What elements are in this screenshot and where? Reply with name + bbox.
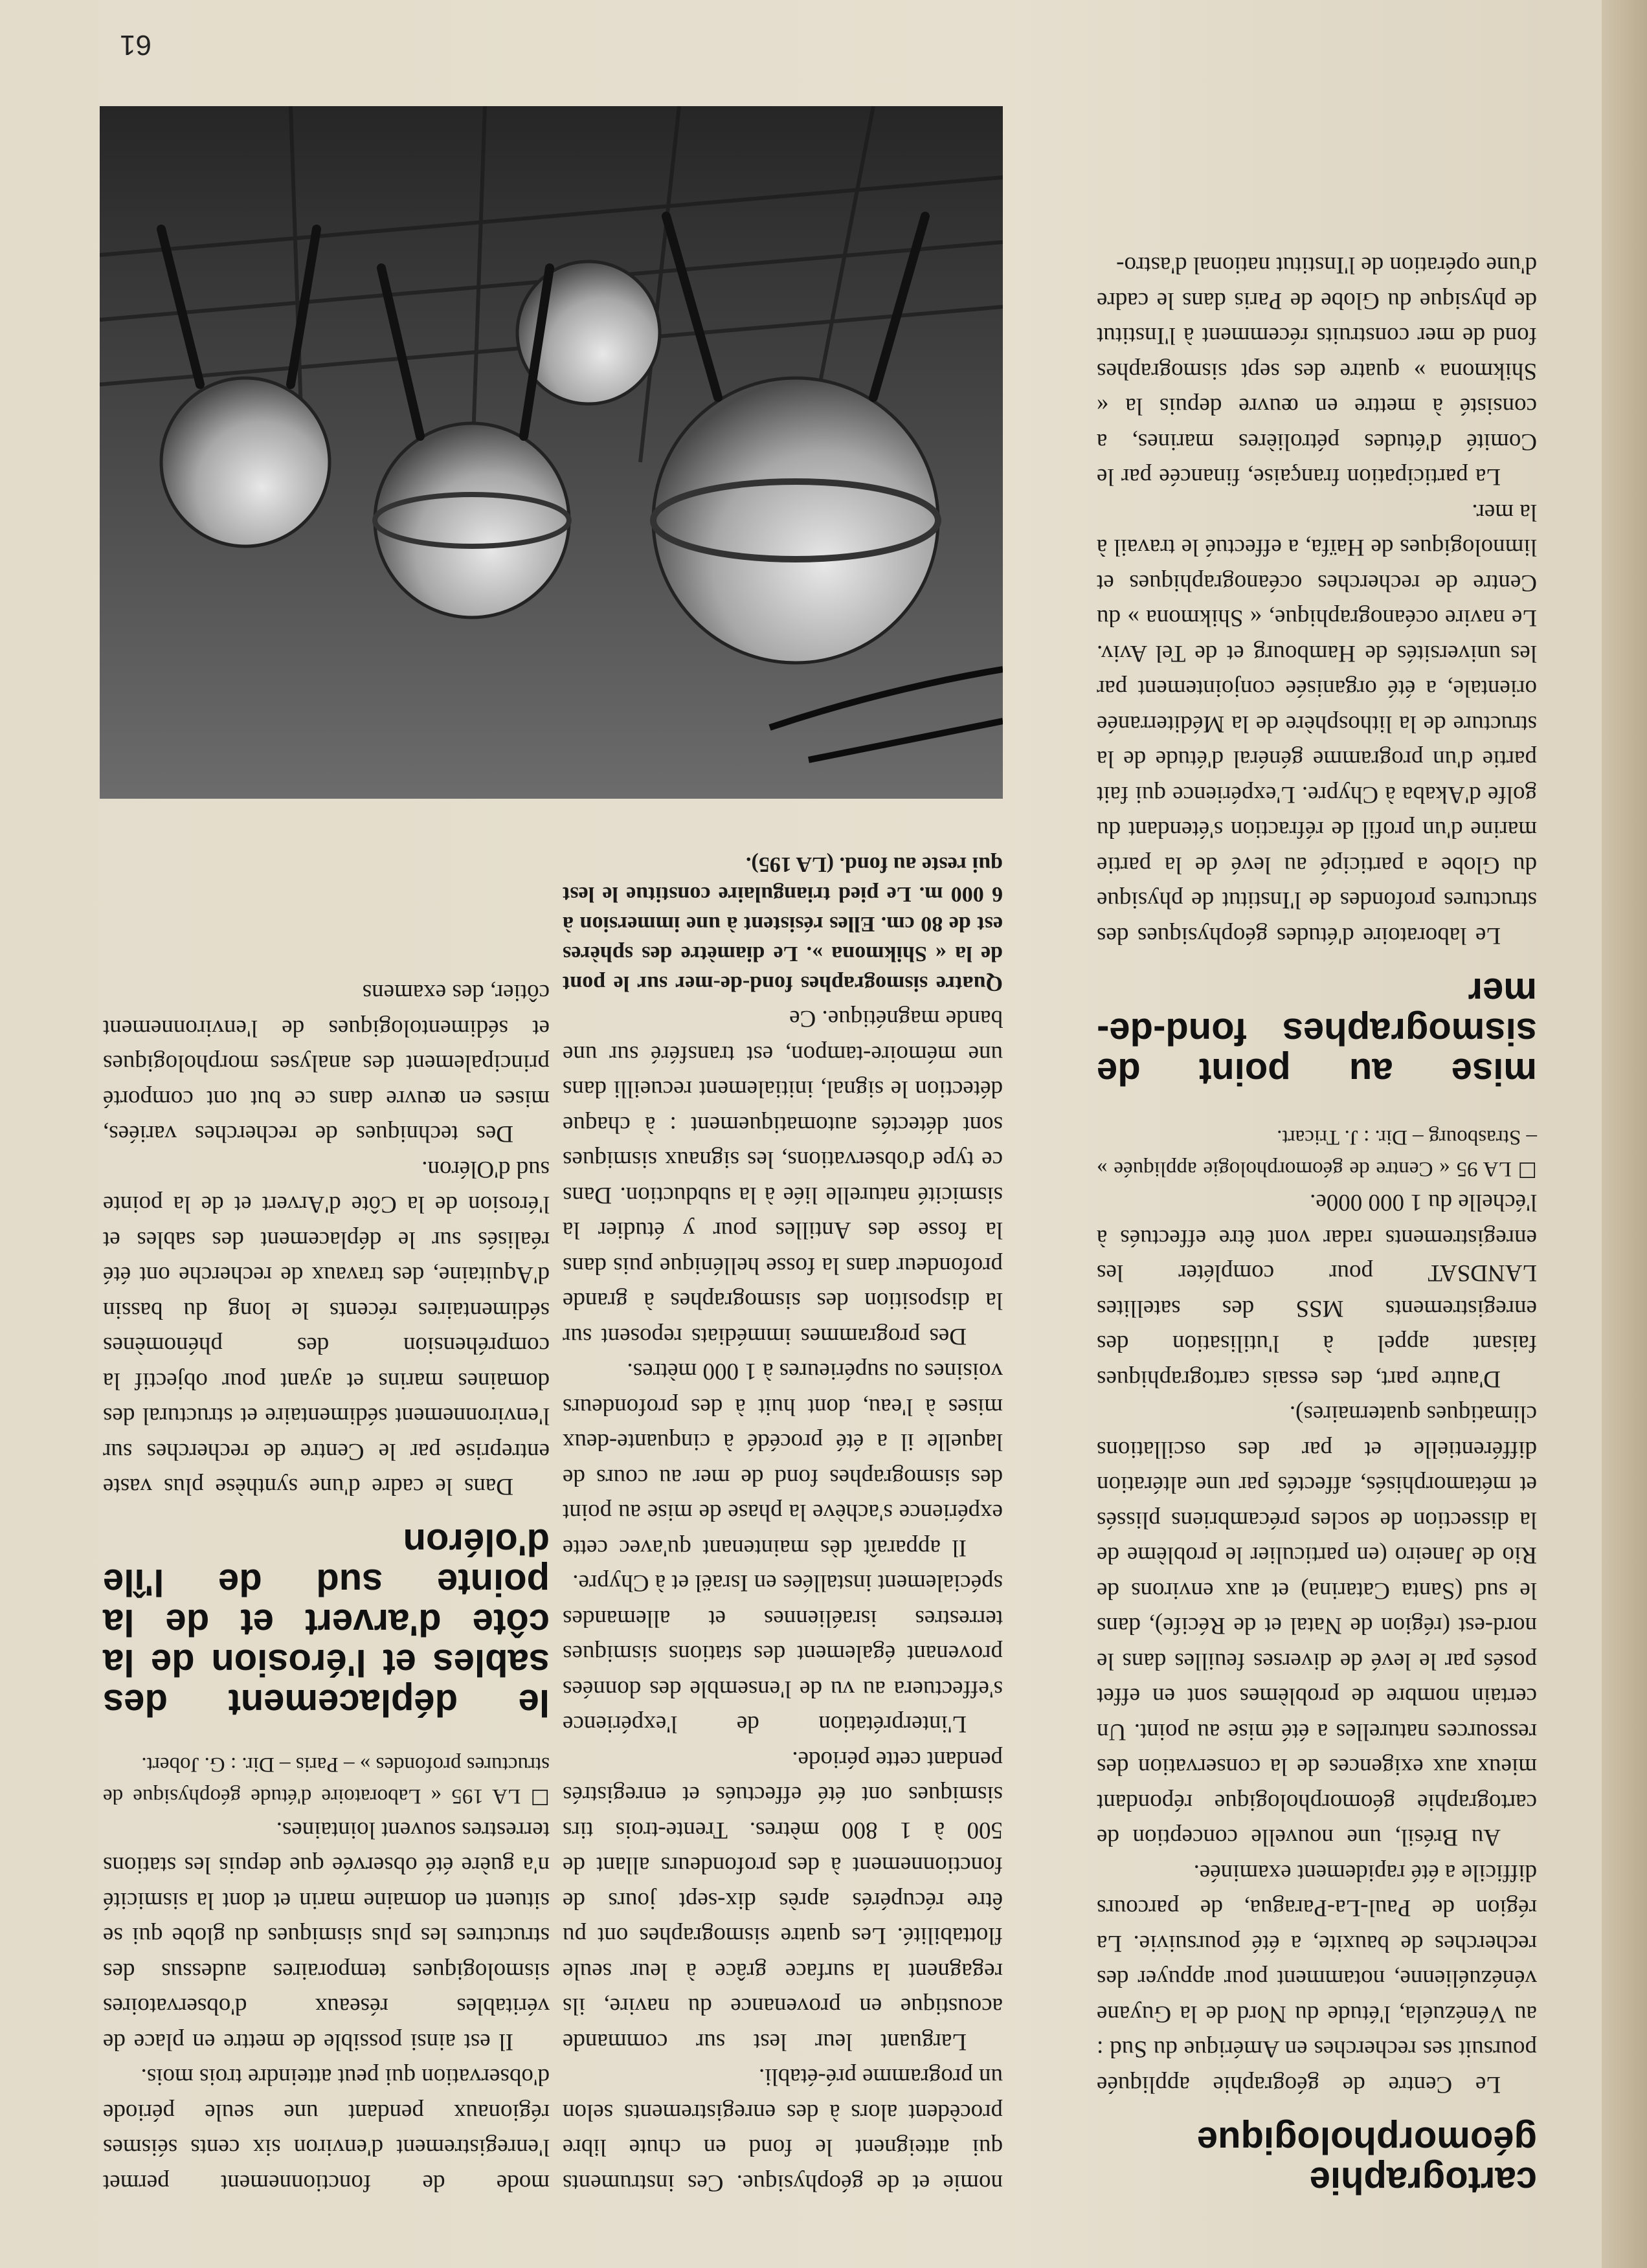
paragraph: Des techniques de recherches variées, mises en œuvre dans ce but ont comporté principalement des analyses morphologiques et sédimentologiques de l'environnement côtier, des examens	[103, 979, 550, 1148]
paragraph: Au Brésil, une nouvelle conception de cartographie géomorphologique répondant mieux aux exigences de la conservation des ressources naturelles a été mise au point. Un certain nombre de problèmes sont en effet posés par le levé de diverses feuilles dans le nord-est (région de Natal et de Récife), dans le sud (Santa Catarina) et aux environs de Rio de Janeiro (en particulier le problème de la dissection de socles précambriens plissés et métamorphisés, affectés par une altération différentielle et par des oscillations climatiques quaternaires).	[1097, 1401, 1537, 1851]
heading-cartographie: cartographie géomorphologique	[1196, 2119, 1537, 2201]
column-2	[563, 849, 1003, 2200]
paragraph: mode de fonctionnement permet l'enregistrement d'environ six cents séismes régionaux pendant une seule période d'observation qui peut atteindre trois mois.	[103, 2063, 550, 2196]
paragraph: Dans le cadre d'une synthèse plus vaste entreprise par le Centre de recherches sur l'environnement sédimentaire et structural des domaines marins et ayant pour objectif la compréhension des phénomènes sédimentaires récents le long du bassin d'Aquitaine, des travaux de recherche ont été réalisés sur le déplacement des sables et l'érosion de la Côte d'Arvert et de la pointe sud d'Oléron.	[103, 1156, 550, 1500]
paragraph: Il est ainsi possible de mettre en place de véritables réseaux d'observatoires sismologiques temporaires audessus des structures les plus sismiques du globe qui se situent en domaine marin et dont la sismicité n'a guère été observée que depuis les stations terrestres souvent lointaines.	[103, 1817, 550, 2055]
paragraph: Larguant leur lest sur commande acoustique en provenance du navire, ils regagnent la surface grâce à leur seule flottabilité. Les quatre sismographes ont pu être récupérés après dix-sept jours de fonctionnement à des profondeurs allant de 500 à 1 800 mètres. Trente-trois tirs sismiques ont été effectués et enregistrés pendant cette période.	[563, 1746, 1003, 2055]
paragraph: Des programmes immédiats reposent sur la disposition des sismographes à grande profondeur dans la fosse hellénique puis dans la fosse des Antilles pour y étudier la sismicité naturelle liée à la subduction. Dans ce type d'observations, les signaux sismiques sont détectés automatiquement : à chaque détection le signal, initialement recueilli dans une mémoire-tampon, est transféré sur une bande magnétique. Ce	[563, 1005, 1003, 1350]
seismographs-photograph	[100, 106, 1003, 799]
paragraph: Le Centre de géographie appliquée poursuit ses recherches en Amérique du Sud : au Vénézuéla, l'étude du Nord de la Guyane vénézuélienne, notamment pour appuyer des recherches de bauxite, a été poursuivie. La région de Paul-La-Paragua, de parcours difficile a été rapidement examinée.	[1097, 1860, 1537, 2098]
paragraph: La participation française, financée par le Comité d'études pétrolières marines, a consisté à mettre en œuvre depuis la « Shikmona » quatre des sept sismographes fond de mer construits récemment à l'Institut de physique du Globe de Paris dans le cadre d'une opération de l'Institut national d'astro-	[1097, 252, 1537, 491]
lab-reference: ☐ LA 95 « Centre de géomorphologie appliquée » – Strasbourg – Dir. : J. Tricart.	[1097, 1126, 1537, 1181]
paragraph: D'autre part, des essais cartographiques faisant appel à l'utilisation des enregistrements MSS des satellites LANDSAT pour compléter les enregistrements radar vont être effectués à l'échelle du 1 000 000e.	[1097, 1189, 1537, 1392]
heading-deplacement-sables: le déplacement des sables et l'érosion de la côte d'arvert et de la pointe sud de l'île d'oléron	[103, 1521, 550, 1724]
paragraph: L'interprétation de l'expérience s'effectuera au vu de l'ensemble des données provenant également des stations sismiques terrestres israéliennes et allemandes spécialement installées en Israël et à Chypre.	[563, 1570, 1003, 1738]
paragraph: Il apparaît dès maintenant qu'avec cette expérience s'achève la phase de mise au point des sismographes fond de mer au cours de laquelle il a été procédé à cinquante-deux mises à l'eau, dont huit à des profondeurs voisines ou supérieures à 1 000 mètres.	[563, 1358, 1003, 1561]
photo-illustration	[100, 106, 1003, 799]
column-3	[103, 975, 550, 2200]
page-number: 61	[120, 29, 151, 61]
paragraph: nomie et de géophysique. Ces instruments qui atteignent le fond en chute libre procèdent alors à des enregistrements selon un programme pré-établi.	[563, 2063, 1003, 2196]
paragraph: Le laboratoire d'études géophysiques des structures profondes de l'Institut de physique du Globe a participé au levé de la partie marine d'un profil de réfraction s'étendant du golfe d'Akaba à Chypre. L'expérience qui fait partie d'un programme général d'étude de la structure de la lithosphère de la Méditerranée orientale, a été organisée conjointement par les universités de Hambourg et de Tel Aviv. Le navire océanographique, « Shikmona » du Centre de recherches océanographiques et limnologiques de Haïfa, a effectué le travail à la mer.	[1097, 499, 1537, 949]
photo-caption: Quatre sismographes fond-de-mer sur le pont de la « Shikmona ». Le diamètre des sphères est de 80 cm. Elles résistent à une immersion à 6 000 m. Le pied triangulaire constitue le lest qui reste au fond. (LA 195).	[563, 852, 1003, 995]
heading-sismographes: mise au point de sismographes fond-de-mer	[1097, 970, 1537, 1093]
column-1	[1097, 247, 1537, 2200]
lab-reference: ☐ LA 195 « Laboratoire d'étude géophysique de structures profondes » – Paris – Dir. : G. Jobert.	[103, 1753, 550, 1808]
